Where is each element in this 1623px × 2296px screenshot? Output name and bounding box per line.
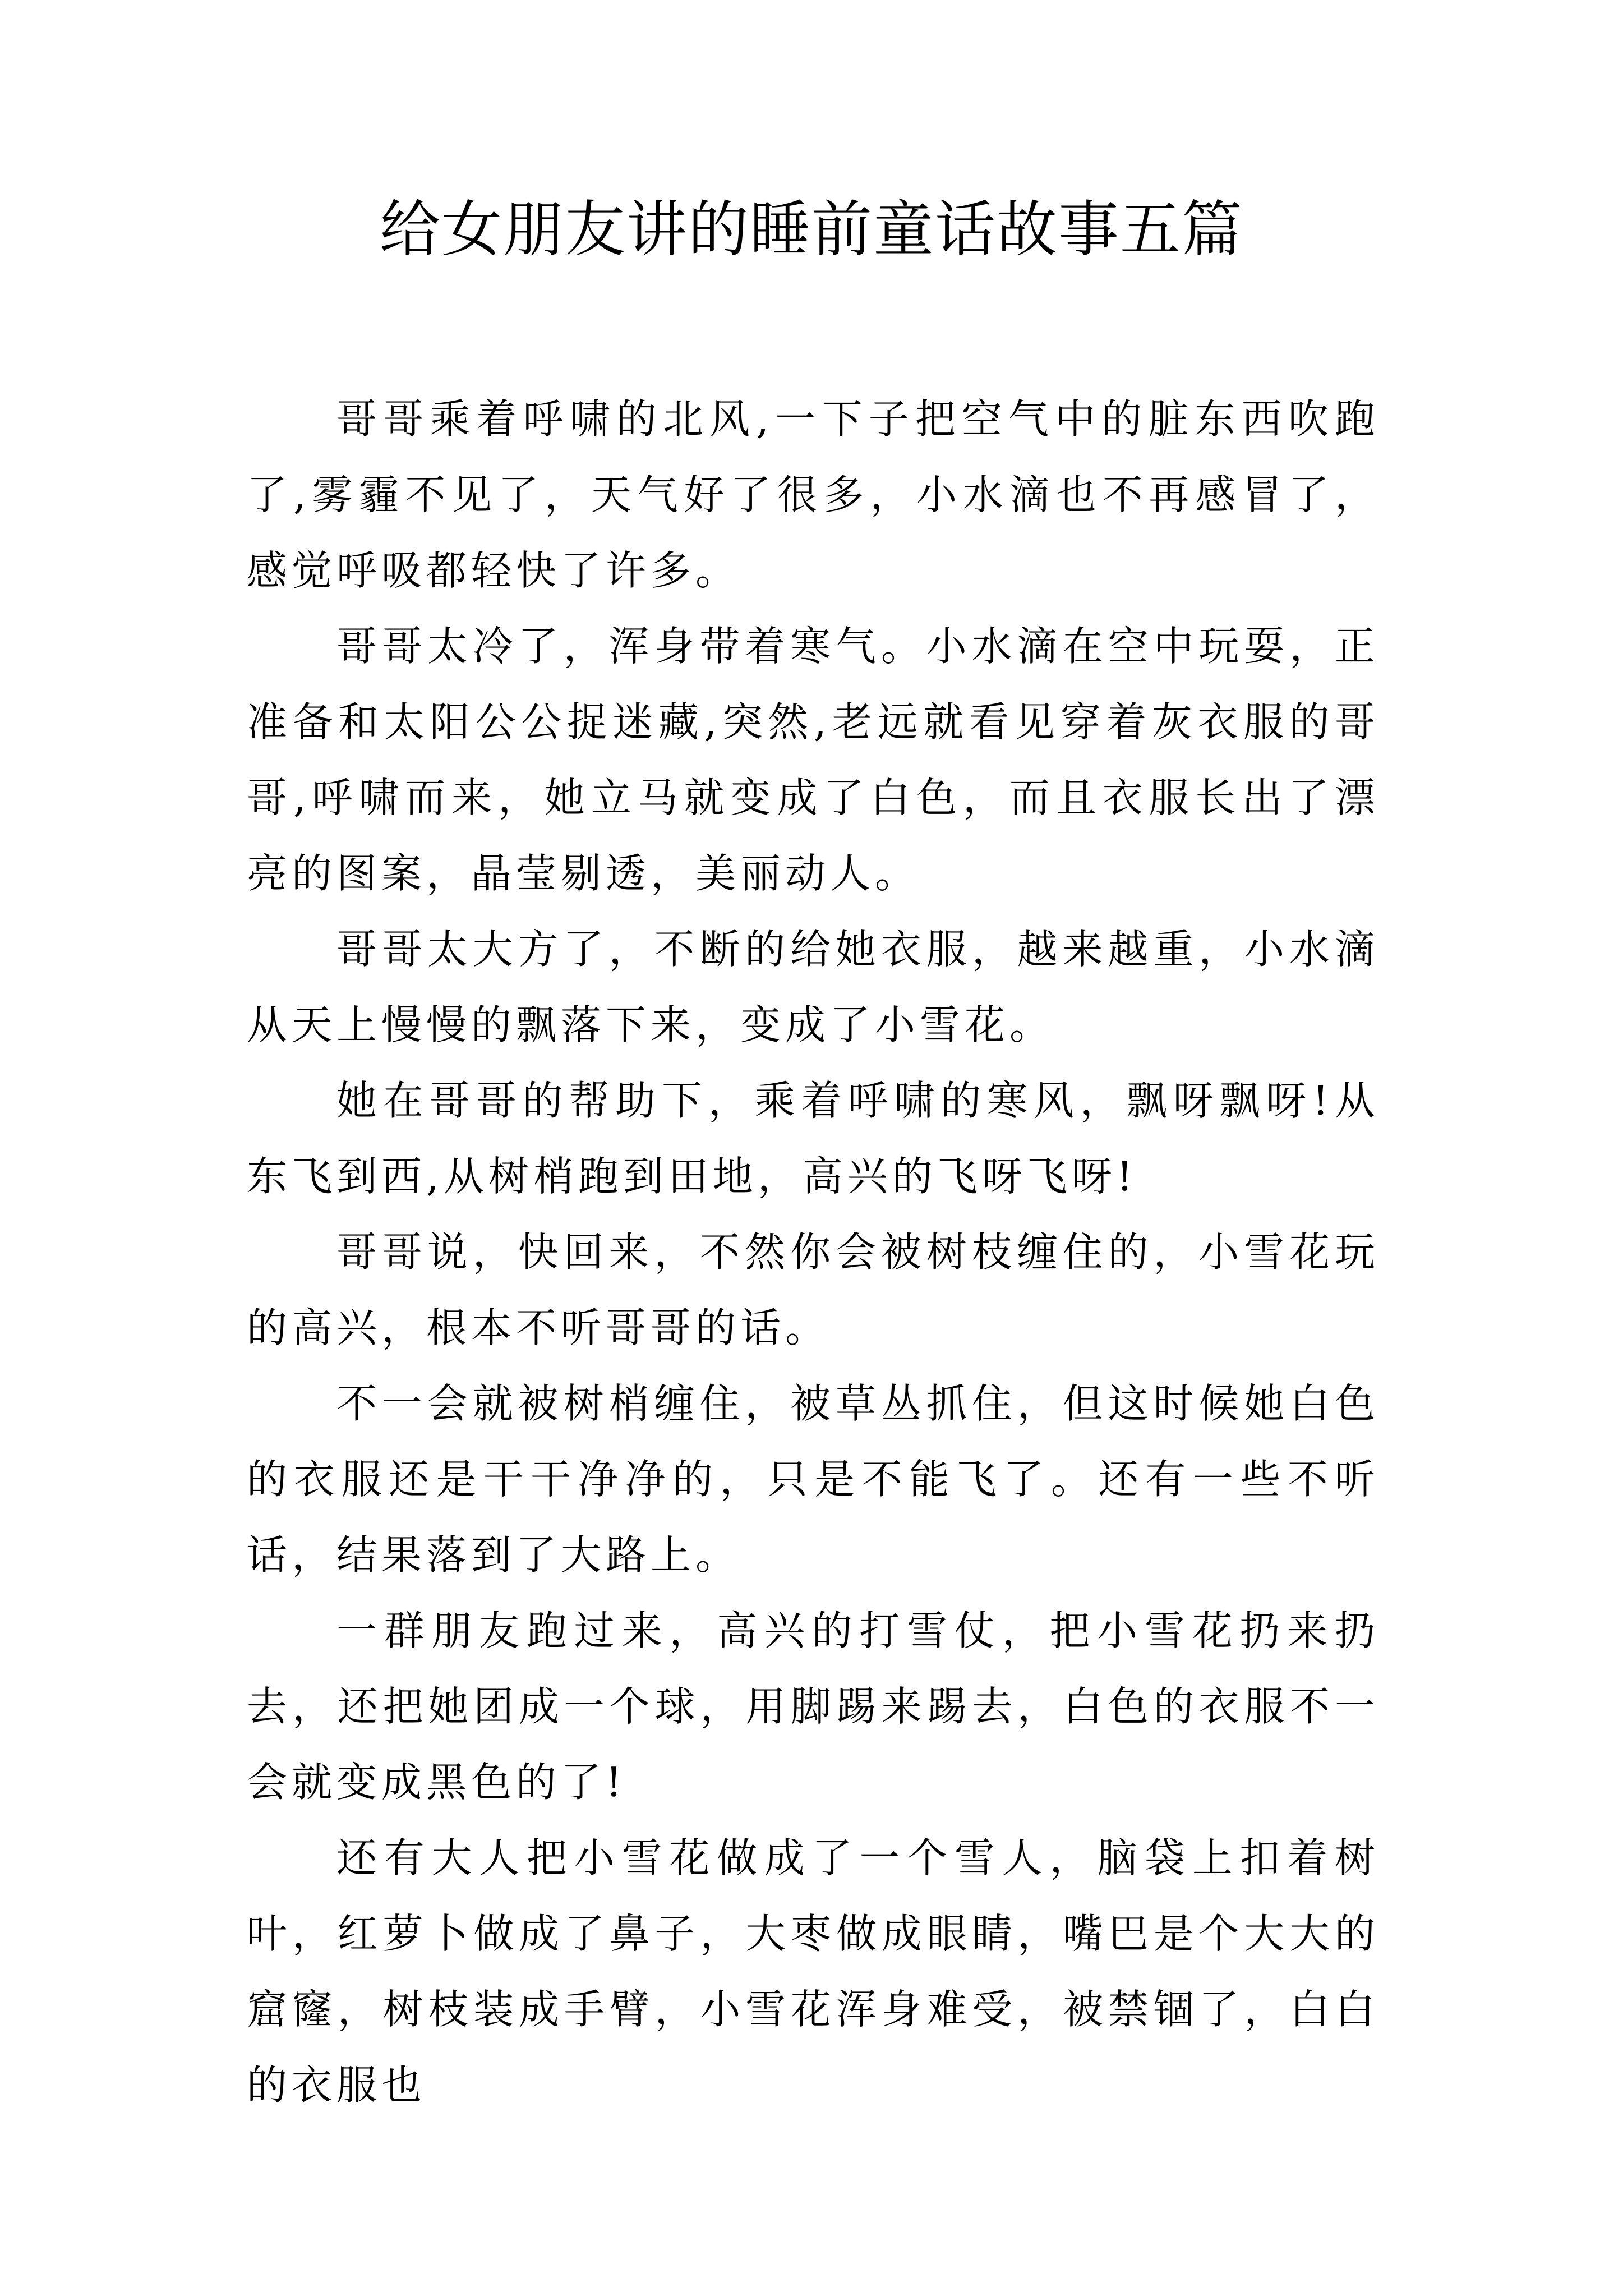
paragraph-8: 还有大人把小雪花做成了一个雪人，脑袋上扣着树叶，红萝卜做成了鼻子，大枣做成眼睛，嘴巴是个大大的窟窿，树枝装成手臂，小雪花浑身难受，被禁锢了，白白的衣服也: [247, 1834, 1380, 2109]
paragraph-4: 她在哥哥的帮助下，乘着呼啸的寒风，飘呀飘呀!从东飞到西,从树梢跑到田地，高兴的飞呀飞呀!: [247, 1077, 1380, 1200]
paragraph-2: 哥哥太冷了，浑身带着寒气。小水滴在空中玩耍，正准备和太阳公公捉迷藏,突然,老远就看见穿着灰衣服的哥哥,呼啸而来，她立马就变成了白色，而且衣服长出了漂亮的图案，晶莹剔透，美丽动人。: [247, 623, 1380, 897]
paragraph-5: 哥哥说，快回来，不然你会被树枝缠住的，小雪花玩的高兴，根本不听哥哥的话。: [247, 1228, 1380, 1351]
paragraph-6: 不一会就被树梢缠住，被草丛抓住，但这时候她白色的衣服还是干干净净的，只是不能飞了。还有一些不听话，结果落到了大路上。: [247, 1380, 1380, 1579]
paragraph-3: 哥哥太大方了，不断的给她衣服，越来越重，小水滴从天上慢慢的飘落下来，变成了小雪花。: [247, 926, 1380, 1048]
document-title: 给女朋友讲的睡前童话故事五篇: [379, 195, 1243, 265]
paragraph-7: 一群朋友跑过来，高兴的打雪仗，把小雪花扔来扔去，还把她团成一个球，用脚踢来踢去，白色的衣服不一会就变成黑色的了!: [247, 1607, 1380, 1806]
document-body: [247, 381, 1380, 2123]
paragraph-1: 哥哥乘着呼啸的北风,一下子把空气中的脏东西吹跑了,雾霾不见了，天气好了很多，小水滴也不再感冒了，感觉呼吸都轻快了许多。: [247, 395, 1380, 594]
